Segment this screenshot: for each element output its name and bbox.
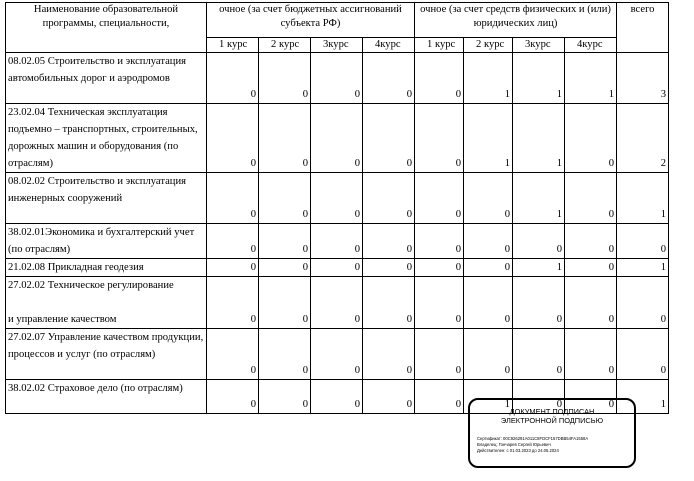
table-row	[6, 104, 669, 173]
count-cell: 1	[464, 380, 513, 414]
count-cell: 0	[513, 277, 565, 329]
count-cell: 0	[464, 224, 513, 259]
program-name-cell: 08.02.05 Строительство и эксплуатация автомобильных дорог и аэродромов	[6, 53, 207, 104]
count-cell: 0	[259, 380, 311, 414]
count-cell: 0	[464, 259, 513, 277]
header-course-5: 1 курс	[415, 38, 464, 53]
table-row	[6, 224, 669, 259]
program-name-cell: 08.02.02 Строительство и эксплуатация инженерных сооружений	[6, 173, 207, 224]
count-cell: 0	[207, 173, 259, 224]
count-cell: 0	[565, 259, 617, 277]
count-cell: 0	[311, 277, 363, 329]
count-cell: 1	[513, 53, 565, 104]
table-row	[6, 259, 669, 277]
count-cell: 0	[311, 380, 363, 414]
total-cell: 3	[617, 53, 669, 104]
count-cell: 0	[415, 53, 464, 104]
header-course-7: 3курс	[513, 38, 565, 53]
header-paid-group: очное (за счет средств физических и (или) юридических лиц)	[415, 3, 617, 38]
count-cell: 0	[311, 173, 363, 224]
program-name-cell: 38.02.02 Страховое дело (по отраслям)	[6, 380, 207, 414]
stamp-certificate: Сертификат: 00C926291A011C8FDCF157DBB54FA1558A	[477, 436, 589, 441]
count-cell: 1	[565, 53, 617, 104]
table-row	[6, 329, 669, 380]
count-cell: 1	[464, 104, 513, 173]
count-cell: 0	[415, 173, 464, 224]
count-cell: 0	[363, 380, 415, 414]
total-cell: 0	[617, 329, 669, 380]
count-cell: 0	[207, 277, 259, 329]
header-total: всего	[617, 3, 669, 53]
total-cell: 2	[617, 104, 669, 173]
program-name-cell: 27.02.02 Техническое регулирование и управление качеством	[6, 277, 207, 329]
count-cell: 0	[415, 380, 464, 414]
count-cell: 0	[259, 277, 311, 329]
table-row	[6, 53, 669, 104]
program-name-cell: 23.02.04 Техническая эксплуатация подъемно – транспортных, строительных, дорожных машин и оборудования (по отраслям)	[6, 104, 207, 173]
count-cell: 0	[513, 329, 565, 380]
count-cell: 0	[565, 277, 617, 329]
count-cell: 0	[207, 380, 259, 414]
header-program-name: Наименование образовательной программы, специальности,	[6, 3, 207, 53]
count-cell: 0	[311, 53, 363, 104]
count-cell: 0	[207, 224, 259, 259]
count-cell: 0	[464, 329, 513, 380]
count-cell: 0	[415, 104, 464, 173]
stamp-validity: Действителен: с 01.03.2023 до 24.05.2024	[477, 448, 559, 453]
count-cell: 0	[415, 259, 464, 277]
count-cell: 0	[415, 277, 464, 329]
count-cell: 0	[311, 104, 363, 173]
count-cell: 0	[311, 224, 363, 259]
total-cell: 1	[617, 259, 669, 277]
count-cell: 1	[464, 53, 513, 104]
total-cell: 1	[617, 173, 669, 224]
total-cell: 1	[617, 380, 669, 414]
count-cell: 0	[207, 329, 259, 380]
count-cell: 0	[259, 173, 311, 224]
count-cell: 0	[565, 329, 617, 380]
header-course-1: 1 курс	[207, 38, 259, 53]
count-cell: 0	[513, 380, 565, 414]
header-course-2: 2 курс	[259, 38, 311, 53]
count-cell: 0	[565, 380, 617, 414]
header-course-4: 4курс	[363, 38, 415, 53]
count-cell: 0	[565, 173, 617, 224]
count-cell: 0	[363, 277, 415, 329]
count-cell: 1	[513, 173, 565, 224]
count-cell: 0	[363, 173, 415, 224]
total-cell: 0	[617, 224, 669, 259]
count-cell: 0	[207, 53, 259, 104]
header-course-3: 3курс	[311, 38, 363, 53]
stamp-title-line2: ЭЛЕКТРОННОЙ ПОДПИСЬЮ	[500, 416, 604, 425]
count-cell: 0	[207, 104, 259, 173]
header-course-6: 2 курс	[464, 38, 513, 53]
count-cell: 0	[363, 259, 415, 277]
header-budget-group: очное (за счет бюджетных ассигнований субъекта РФ)	[207, 3, 415, 38]
count-cell: 0	[464, 277, 513, 329]
count-cell: 0	[259, 259, 311, 277]
total-cell: 0	[617, 277, 669, 329]
program-name-cell: 27.02.07 Управление качеством продукции, процессов и услуг (по отраслям)	[6, 329, 207, 380]
count-cell: 0	[415, 329, 464, 380]
count-cell: 0	[311, 329, 363, 380]
student-count-table	[5, 2, 669, 414]
program-name-cell: 21.02.08 Прикладная геодезия	[6, 259, 207, 277]
stamp-owner: Владелец: Гончарев Сергей Юрьевич	[477, 442, 551, 447]
count-cell: 1	[513, 104, 565, 173]
stamp-details	[477, 436, 634, 454]
program-name-cell: 38.02.01Экономика и бухгалтерский учет (по отраслям)	[6, 224, 207, 259]
table-row	[6, 277, 669, 329]
count-cell: 0	[565, 224, 617, 259]
count-cell: 0	[259, 224, 311, 259]
count-cell: 1	[513, 259, 565, 277]
count-cell: 0	[513, 224, 565, 259]
count-cell: 0	[259, 53, 311, 104]
stamp-title-line1: ДОКУМЕНТ ПОДПИСАН	[509, 407, 595, 416]
count-cell: 0	[259, 104, 311, 173]
count-cell: 0	[415, 224, 464, 259]
count-cell: 0	[464, 173, 513, 224]
table-row	[6, 173, 669, 224]
count-cell: 0	[565, 104, 617, 173]
count-cell: 0	[363, 104, 415, 173]
electronic-signature-stamp	[468, 398, 636, 468]
count-cell: 0	[363, 329, 415, 380]
count-cell: 0	[207, 259, 259, 277]
count-cell: 0	[363, 53, 415, 104]
stamp-title	[470, 407, 634, 425]
count-cell: 0	[363, 224, 415, 259]
count-cell: 0	[259, 329, 311, 380]
count-cell: 0	[311, 259, 363, 277]
header-course-8: 4курс	[565, 38, 617, 53]
